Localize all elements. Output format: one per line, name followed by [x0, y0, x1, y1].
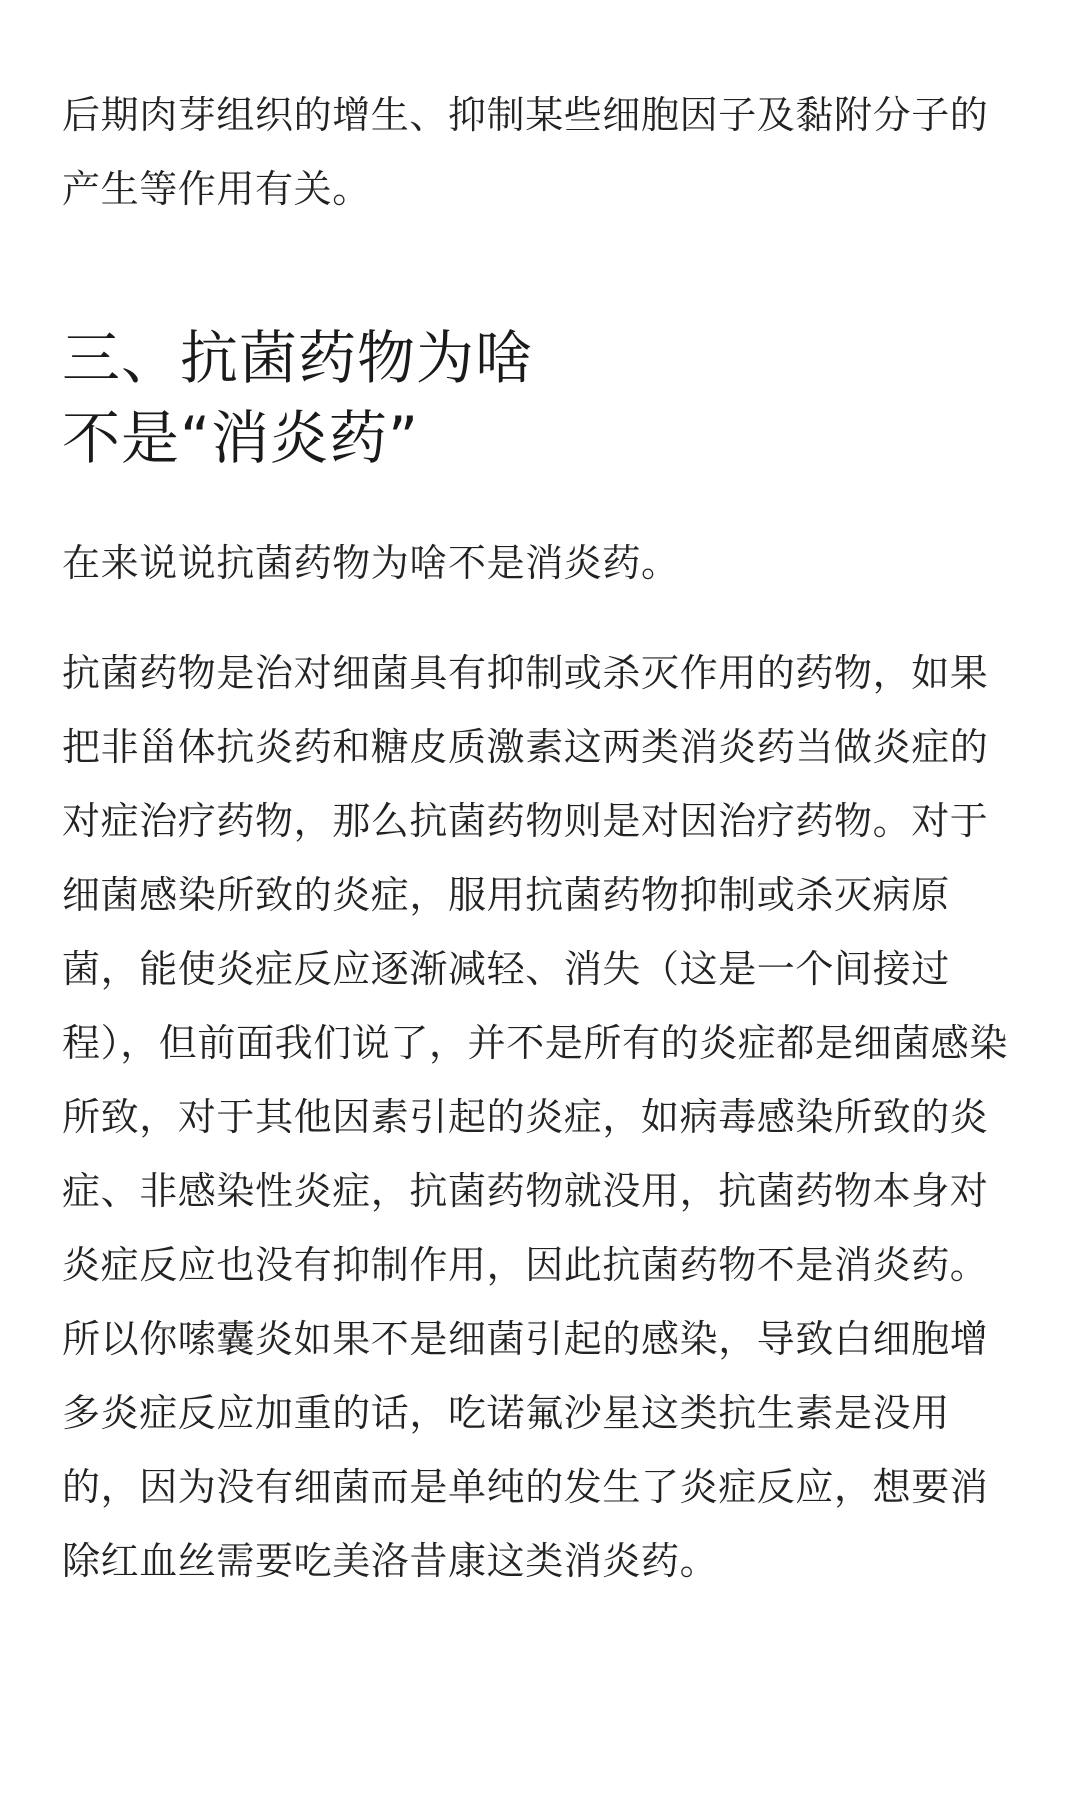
- paragraph-main: 抗菌药物是治对细菌具有抑制或杀灭作用的药物，如果把非甾体抗炎药和糖皮质激素这两类消炎药当做炎症的对症治疗药物，那么抗菌药物则是对因治疗药物。对于细菌感染所致的炎症，服用抗菌药物抑制或杀灭病原菌，能使炎症反应逐渐减轻、消失（这是一个间接过程），但前面我们说了，并不是所有的炎症都是细菌感染所致，对于其他因素引起的炎症，如病毒感染所致的炎症、非感染性炎症，抗菌药物就没用，抗菌药物本身对炎症反应也没有抑制作用，因此抗菌药物不是消炎药。所以你嗦囊炎如果不是细菌引起的感染，导致白细胞增多炎症反应加重的话，吃诺氟沙星这类抗生素是没用的，因为没有细菌而是单纯的发生了炎症反应，想要消除红血丝需要吃美洛昔康这类消炎药。: [62, 651, 1009, 1583]
- section-heading: [62, 318, 1022, 478]
- section-heading-line-2: 不是“消炎药”: [62, 404, 420, 472]
- paragraph-previous-section-end: 后期肉芽组织的增生、抑制某些细胞因子及黏附分子的产生等作用有关。: [62, 93, 989, 211]
- section-heading-line-1: 三、抗菌药物为啥: [62, 324, 535, 392]
- paragraph-intro: 在来说说抗菌药物为啥不是消炎药。: [62, 541, 680, 585]
